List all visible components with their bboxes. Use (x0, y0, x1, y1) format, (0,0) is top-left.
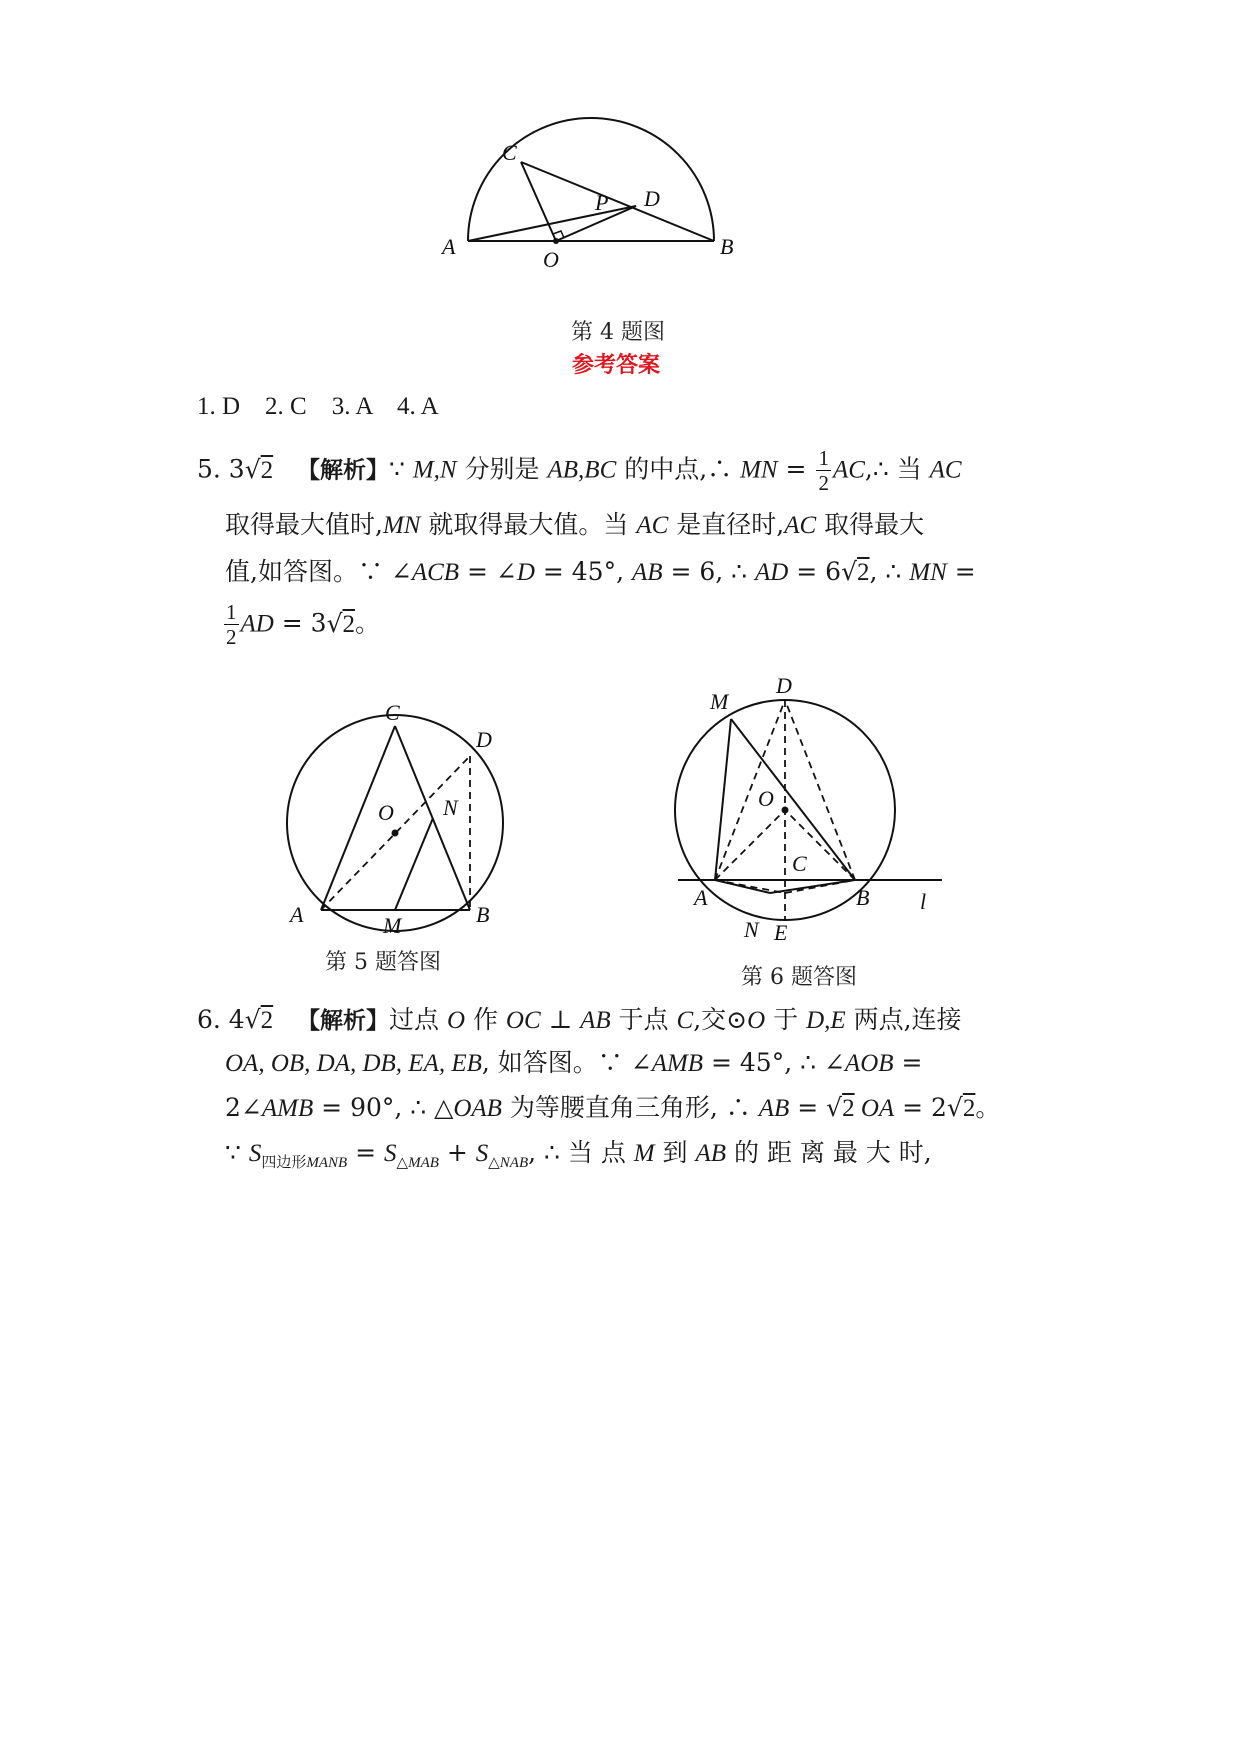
figure-5-diagram (280, 690, 530, 940)
fig6-label-d: D (776, 673, 792, 698)
figure-4-caption: 第 4 题图 (571, 320, 665, 345)
q5-line-2: 取得最大值时,MN 就取得最大值。当 AC 是直径时,AC 取得最大 (225, 510, 925, 539)
fig5-label-a: A (290, 902, 304, 927)
fig6-label-o: O (758, 786, 774, 811)
fig4-label-d: D (644, 186, 660, 211)
answer-section-title: 参考答案 (572, 353, 661, 378)
fig4-label-o: O (543, 247, 559, 272)
fig6-label-a: A (694, 885, 708, 910)
answers-1-4: 1. D 2. C 3. A 4. A (197, 393, 439, 420)
fig6-label-l: l (920, 889, 927, 914)
figure-6-caption: 第 6 题答图 (741, 965, 857, 990)
fig4-label-p: P (595, 190, 609, 215)
q5-analysis-tag: 【解析】 (297, 457, 389, 484)
q6-line-1: 6. 4√2 【解析】过点 O 作 OC ⊥ AB 于点 C,交⊙O 于 D,E 两点,连接 (197, 1005, 962, 1034)
fig6-label-m: M (710, 689, 729, 714)
fig6-label-e: E (774, 920, 788, 945)
q5-line-1: 5. 3√2 【解析】∵ M,N 分别是 AB,BC 的中点,∴ MN = $\frac{1}{2}$ AC,∴ 当 AC (197, 446, 962, 495)
figure-5-caption: 第 5 题答图 (325, 950, 441, 975)
q6-analysis-tag: 【解析】 (297, 1008, 389, 1034)
q6-line-3: 2∠AMB = 90°, ∴ △OAB 为等腰直角三角形, ∴ AB = √2 OA = 2√2。 (225, 1093, 1001, 1122)
fig4-label-b: B (720, 234, 734, 259)
q5-number: 5. 3 (197, 454, 245, 484)
sqrt-sign: √2 (244, 454, 274, 484)
fig5-label-m: M (383, 913, 402, 938)
fig4-label-a: A (442, 234, 456, 259)
q5-line-3: 值,如答图。∵ ∠ACB = ∠D = 45°, AB = 6, ∴ AD = 6√2, ∴ MN = (225, 557, 976, 586)
figure-4-diagram (442, 140, 734, 280)
figure-6-diagram (670, 675, 960, 945)
fig5-label-c: C (385, 700, 400, 725)
fig5-label-o: O (378, 800, 394, 825)
fig4-label-c: C (502, 140, 517, 165)
q6-line-2: OA, OB, DA, DB, EA, EB, 如答图。∵ ∠AMB = 45°, ∴ ∠AOB = (225, 1048, 923, 1077)
fig6-label-b: B (856, 885, 870, 910)
fig5-label-d: D (476, 727, 492, 752)
fig5-label-n: N (443, 795, 458, 820)
fig6-label-c: C (792, 851, 807, 876)
q5-line-4: $\frac{1}{2}$ AD = 3√2。 (226, 600, 381, 649)
fraction-half: $\frac{1}{2}$ (818, 446, 829, 495)
q6-number: 6. 4 (197, 1005, 245, 1034)
q6-line-4: ∵ $S_{四边形MANB} = S_{\triangle MAB} + S_{\triangle NAB}$, ∴ 当 点 M 到 AB 的 距 离 最 大 时, (225, 1138, 932, 1171)
fig6-label-n: N (744, 917, 759, 942)
fig5-label-b: B (476, 902, 490, 927)
